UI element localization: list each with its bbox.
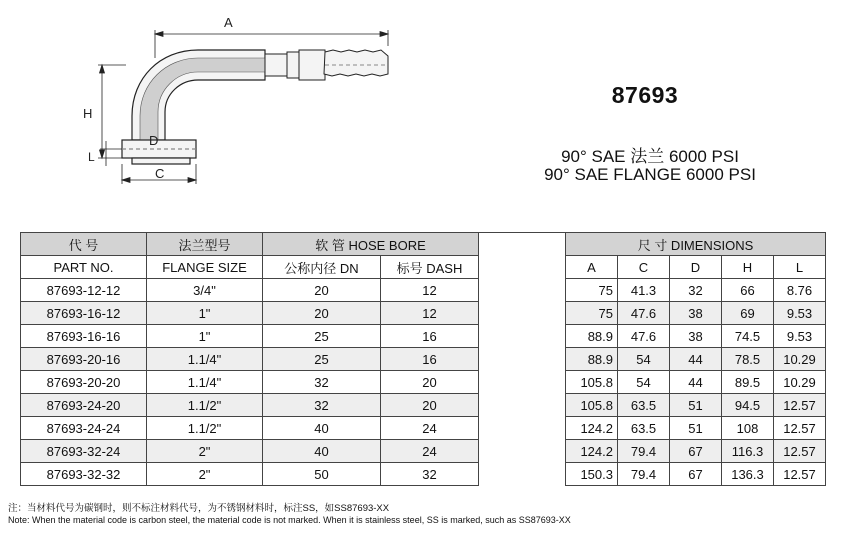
table-row [21,279,826,302]
cell-gap [479,463,566,486]
cell-dim-a: 105.8 [566,394,618,417]
table-row [21,440,826,463]
cell-dim-l: 12.57 [774,463,826,486]
cell-gap [479,417,566,440]
header-part-no: PART NO. [21,256,147,279]
cell-dim-h: 78.5 [722,348,774,371]
cell-gap [479,371,566,394]
cell-dim-a: 75 [566,302,618,325]
cell-dn: 25 [263,348,381,371]
spec-table-body [21,279,826,486]
cell-part-no: 87693-20-20 [21,371,147,394]
cell-dim-d: 67 [670,463,722,486]
cell-flange-size: 3/4" [147,279,263,302]
cell-flange-size: 2" [147,463,263,486]
cell-flange-size: 1.1/2" [147,417,263,440]
cell-dn: 40 [263,440,381,463]
cell-dash: 24 [381,440,479,463]
cell-dim-a: 105.8 [566,371,618,394]
cell-part-no: 87693-32-24 [21,440,147,463]
dimension-l-label: L [88,150,95,164]
cell-part-no: 87693-24-20 [21,394,147,417]
cell-part-no: 87693-16-16 [21,325,147,348]
header-dash: 标号 DASH [381,256,479,279]
spec-table [20,232,826,486]
cell-dim-h: 108 [722,417,774,440]
header-dim-l: L [774,256,826,279]
cell-dn: 25 [263,325,381,348]
cell-dim-h: 74.5 [722,325,774,348]
cell-dim-a: 150.3 [566,463,618,486]
header-flange-cn: 法兰型号 [147,233,263,256]
cell-dim-d: 51 [670,394,722,417]
table-row [21,463,826,486]
cell-dash: 32 [381,463,479,486]
cell-dash: 16 [381,348,479,371]
cell-part-no: 87693-20-16 [21,348,147,371]
dimension-c-label: C [155,166,165,181]
header-row-1 [21,233,826,256]
header-dimensions: 尺 寸 DIMENSIONS [566,233,826,256]
header-dim-c: C [618,256,670,279]
cell-dim-d: 51 [670,417,722,440]
dimension-a-label: A [224,15,233,30]
cell-dn: 40 [263,417,381,440]
cell-dim-l: 9.53 [774,302,826,325]
cell-dim-d: 67 [670,440,722,463]
cell-dim-h: 69 [722,302,774,325]
cell-gap [479,440,566,463]
cell-dn: 50 [263,463,381,486]
note-cn: 注：当材料代号为碳钢时，则不标注材料代号，为不锈钢材料时，标注SS，如SS87693-XX [8,503,390,514]
cell-dash: 12 [381,279,479,302]
cell-dim-l: 12.57 [774,417,826,440]
cell-gap [479,394,566,417]
cell-flange-size: 1.1/2" [147,394,263,417]
header-row-2 [21,256,826,279]
cell-gap [479,348,566,371]
part-number-title: 87693 [611,82,679,108]
table-row [21,371,826,394]
table-row [21,325,826,348]
cell-dim-c: 63.5 [618,394,670,417]
cell-dim-a: 75 [566,279,618,302]
dimension-h-label: H [83,106,93,121]
header-gap [479,233,566,279]
cell-dash: 16 [381,325,479,348]
description-en: 90° SAE FLANGE 6000 PSI [544,165,756,184]
cell-flange-size: 1.1/4" [147,348,263,371]
cell-dim-d: 44 [670,371,722,394]
cell-gap [479,279,566,302]
cell-dim-l: 12.57 [774,394,826,417]
cell-dn: 32 [263,371,381,394]
header-dim-a: A [566,256,618,279]
cell-dim-l: 12.57 [774,440,826,463]
table-row [21,348,826,371]
cell-dim-l: 8.76 [774,279,826,302]
cell-dn: 32 [263,394,381,417]
header-code-cn: 代 号 [21,233,147,256]
cell-dim-c: 79.4 [618,440,670,463]
cell-flange-size: 1.1/4" [147,371,263,394]
cell-dim-h: 66 [722,279,774,302]
cell-dn: 20 [263,302,381,325]
header-flange-size: FLANGE SIZE [147,256,263,279]
cell-dash: 12 [381,302,479,325]
cell-dim-h: 89.5 [722,371,774,394]
cell-part-no: 87693-32-32 [21,463,147,486]
description-cn: 90° SAE 法兰 6000 PSI [561,147,739,166]
cell-dim-l: 10.29 [774,371,826,394]
cell-flange-size: 1" [147,325,263,348]
cell-dim-a: 88.9 [566,325,618,348]
cell-dim-c: 54 [618,371,670,394]
cell-part-no: 87693-16-12 [21,302,147,325]
table-row [21,394,826,417]
flange [122,140,196,164]
cell-dim-d: 32 [670,279,722,302]
note-en: Note: When the material code is carbon steel, the material code is not marked. When it is stainless steel, SS is marked, such as SS87693-XX [8,515,571,525]
table-row [21,417,826,440]
header-dn: 公称内径 DN [263,256,381,279]
header-dim-h: H [722,256,774,279]
cell-gap [479,302,566,325]
cell-dim-a: 124.2 [566,440,618,463]
hose-tail [265,50,388,80]
cell-dash: 20 [381,371,479,394]
cell-dash: 20 [381,394,479,417]
cell-dim-h: 94.5 [722,394,774,417]
cell-dim-d: 44 [670,348,722,371]
cell-dim-l: 9.53 [774,325,826,348]
cell-dim-a: 88.9 [566,348,618,371]
cell-dim-c: 47.6 [618,302,670,325]
cell-dn: 20 [263,279,381,302]
cell-dim-c: 41.3 [618,279,670,302]
cell-flange-size: 2" [147,440,263,463]
cell-dim-a: 124.2 [566,417,618,440]
cell-part-no: 87693-24-24 [21,417,147,440]
fitting-drawing [70,8,430,208]
table-row [21,302,826,325]
cell-dim-h: 136.3 [722,463,774,486]
cell-flange-size: 1" [147,302,263,325]
cell-part-no: 87693-12-12 [21,279,147,302]
cell-dim-l: 10.29 [774,348,826,371]
header-hose-bore: 软 管 HOSE BORE [263,233,479,256]
dimension-d-label: D [149,133,159,148]
cell-dim-d: 38 [670,325,722,348]
cell-dim-c: 63.5 [618,417,670,440]
header-dim-d: D [670,256,722,279]
cell-dim-d: 38 [670,302,722,325]
cell-dash: 24 [381,417,479,440]
cell-dim-h: 116.3 [722,440,774,463]
cell-dim-c: 54 [618,348,670,371]
cell-dim-c: 47.6 [618,325,670,348]
cell-gap [479,325,566,348]
cell-dim-c: 79.4 [618,463,670,486]
